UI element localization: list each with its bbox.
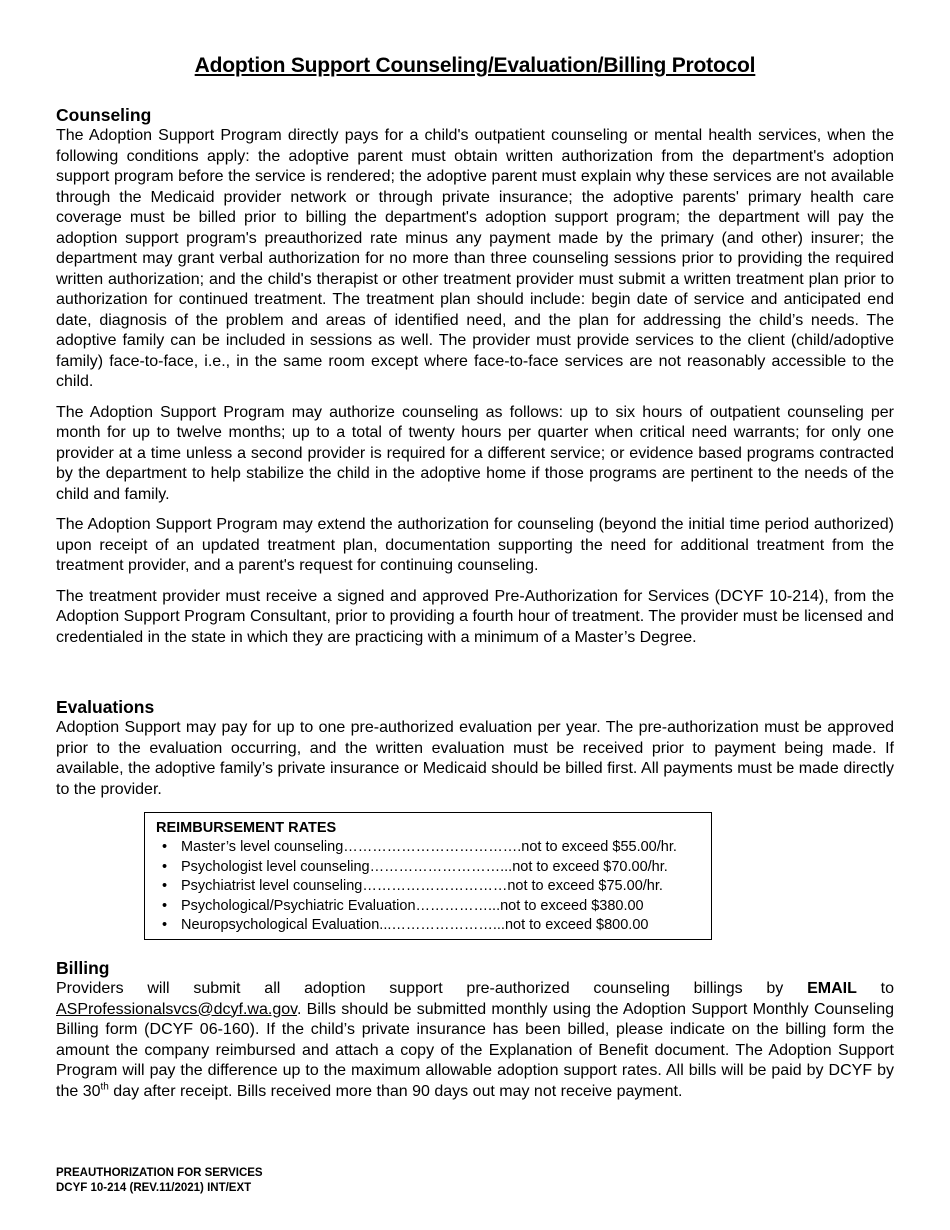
billing-text: to <box>856 980 894 997</box>
email-link[interactable]: ASProfessionalsvcs@dcyf.wa.gov <box>56 1000 297 1018</box>
reimbursement-rates-box <box>144 812 712 940</box>
rate-item <box>156 858 711 878</box>
counseling-heading: Counseling <box>56 105 152 125</box>
page-title: Adoption Support Counseling/Evaluation/Billing Protocol <box>194 54 756 77</box>
rate-item-text: Psychologist level counseling………………………...not to exceed $70.00/hr. <box>181 858 668 875</box>
billing-text: . Bills should be submitted monthly using the Adoption Support Monthly Counseling Billing form (DCYF 06-160). If the child’s private insurance has been billed, please indicate on the billing form the amount the company reimbursed and attach a copy of the Explanation of Benefit document. The Adoption Support Program will pay the difference up to the maximum allowable adoption support rates. All bills will be paid by DCYF by the 30 <box>56 1000 894 1100</box>
rate-item <box>156 916 711 936</box>
evaluations-paragraph: Adoption Support may pay for up to one pre-authorized evaluation per year. The pre-authorization must be approved prior to the evaluation occurring, and the written evaluation must be received prior to payment being made. If available, the adoptive family’s private insurance or Medicaid should be billed first. All payments must be made directly to the provider. <box>56 719 894 798</box>
footer-form-name: PREAUTHORIZATION FOR SERVICES <box>56 1167 263 1179</box>
rates-list <box>156 838 711 936</box>
bullet-icon: • <box>162 878 168 894</box>
counseling-paragraph: The Adoption Support Program may authorize counseling as follows: up to six hours of outpatient counseling per month for up to twelve months; up to a total of twenty hours per quarter when critical need warrants; for only one provider at a time unless a second provider is required for a different service; or evidence based programs contracted by the department to help stabilize the child in the adoptive home if those programs are pertinent to the needs of the child and family. <box>56 403 894 503</box>
evaluations-heading: Evaluations <box>56 697 155 717</box>
billing-text: day after receipt. Bills received more than 90 days out may not receive payment. <box>108 1082 683 1100</box>
rate-item-text: Psychiatrist level counseling…………………………not to exceed $75.00/hr. <box>181 878 663 894</box>
counseling-section <box>56 104 894 658</box>
counseling-paragraph: The Adoption Support Program may extend the authorization for counseling (beyond the initial time period authorized) upon receipt of an updated treatment plan, documentation supporting the need for additional treatment from the treatment provider, and a parent's request for continuing counseling. <box>56 516 894 574</box>
bullet-icon: • <box>162 897 168 914</box>
rate-item <box>156 877 711 897</box>
bullet-icon: • <box>162 917 168 933</box>
rate-item <box>156 838 711 858</box>
rate-item <box>156 897 711 917</box>
ordinal-suffix: th <box>100 1081 109 1093</box>
form-footer <box>56 1166 263 1196</box>
billing-section <box>56 957 894 1102</box>
billing-text: Providers will submit all adoption support pre-authorized counseling billings by <box>56 980 808 997</box>
billing-paragraph <box>56 979 894 1102</box>
bullet-icon: • <box>162 839 168 855</box>
rate-item-text: Psychological/Psychiatric Evaluation……………...not to exceed $380.00 <box>181 897 644 914</box>
rates-title: REIMBURSEMENT RATES <box>156 820 337 836</box>
counseling-paragraph: The Adoption Support Program directly pays for a child's outpatient counseling or mental health services, when the following conditions apply: the adoptive parent must obtain written authorization from the department's adoption support program before the service is rendered; the adoptive parent must explain why these services are not available through the Medicaid provider network or through private insurance; the adoptive parents' primary health care coverage must be billed prior to billing the department's adoption support program; the department will pay the adoption support program's preauthorized rate minus any payment made by the primary (and other) insurer; the department may grant verbal authorization for no more than three counseling sessions prior to providing the required written authorization; and the child's therapist or other treatment provider must submit a written treatment plan prior to authorization for continued treatment. The treatment plan should include: begin date of service and anticipated end date, diagnosis of the problem and areas of identified need, and the plan for addressing the child’s needs. The adoptive family can be included in sessions as well. The provider must provide services to the client (child/adoptive family) face-to-face, i.e., in the same room except where face-to-face services are not reasonably accessible to the child. <box>56 127 894 390</box>
footer-form-number: DCYF 10-214 (REV.11/2021) INT/EXT <box>56 1182 252 1194</box>
email-label: EMAIL <box>807 980 857 997</box>
evaluations-section <box>56 696 894 800</box>
rate-item-text: Neuropsychological Evaluation...…………………...not to exceed $800.00 <box>181 917 649 933</box>
rate-item-text: Master’s level counseling……………………………….not to exceed $55.00/hr. <box>181 839 677 855</box>
bullet-icon: • <box>162 858 168 875</box>
billing-heading: Billing <box>56 958 110 978</box>
counseling-paragraph: The treatment provider must receive a signed and approved Pre-Authorization for Services (DCYF 10-214), from the Adoption Support Program Consultant, prior to providing a fourth hour of treatment. The provider must be licensed and credentialed in the state in which they are practicing with a minimum of a Master’s Degree. <box>56 587 894 646</box>
